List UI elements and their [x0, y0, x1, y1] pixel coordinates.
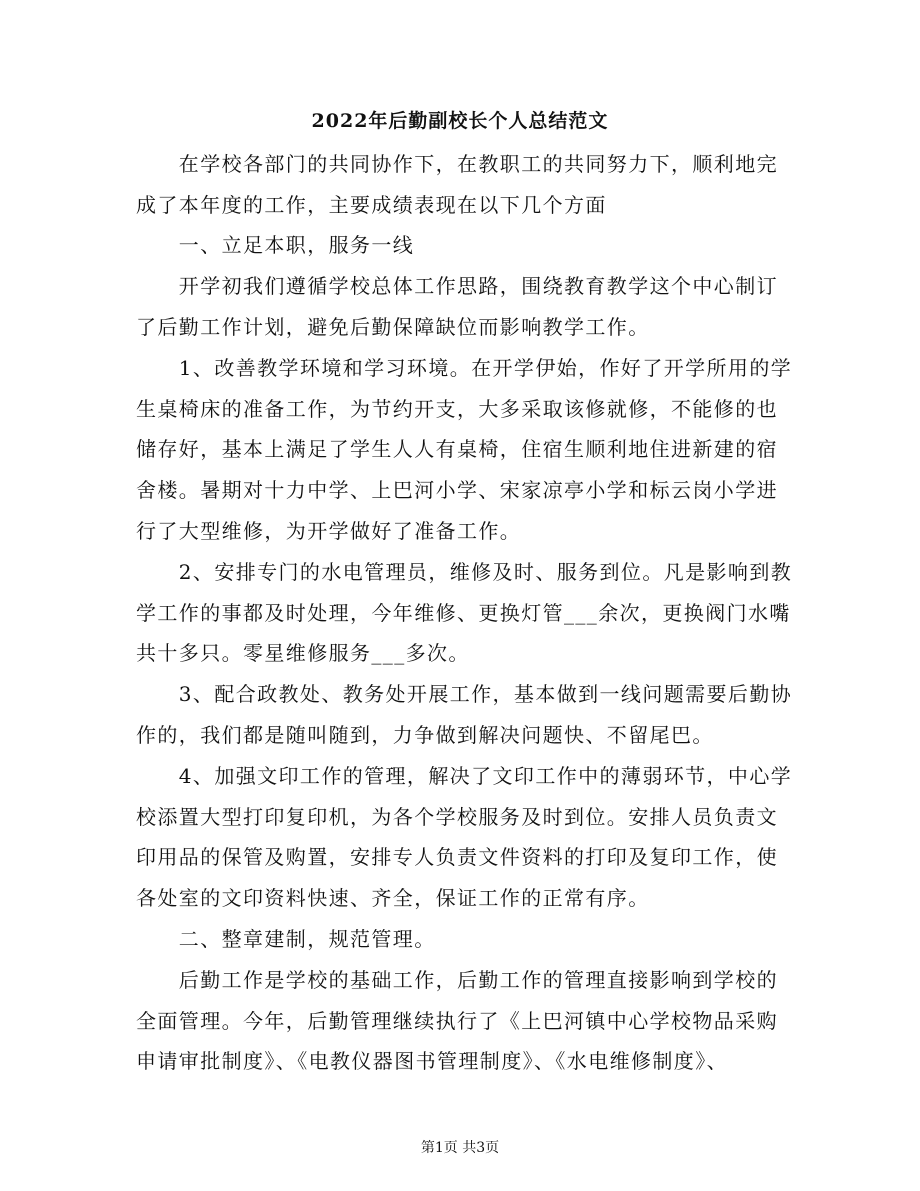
text-line: 作的，我们都是随叫随到，力争做到解决问题快、不留尾巴。 [136, 723, 714, 747]
text-line: 生桌椅床的准备工作，为节约开支，大多采取该修就修，不能修的也 [136, 397, 778, 421]
text-line: 行了大型维修，为开学做好了准备工作。 [136, 519, 522, 543]
document-title: 2022年后勤副校长个人总结范文 [311, 110, 609, 132]
text-line: 申请审批制度》、《电教仪器图书管理制度》、《水电维修制度》、 [136, 1049, 728, 1073]
text-line: 1、改善教学环境和学习环境。在开学伊始，作好了开学所用的学 [136, 356, 793, 380]
text-line: 开学初我们遵循学校总体工作思路，围绕教育教学这个中心制订 [136, 274, 778, 298]
text-line: 3、配合政教处、教务处开展工作，基本做到一线问题需要后勤协 [136, 682, 793, 706]
text-line: 学工作的事都及时处理，今年维修、更换灯管___余次，更换阀门水嘴 [136, 601, 791, 625]
text-line: 了后勤工作计划，避免后勤保障缺位而影响教学工作。 [136, 315, 650, 339]
page-number: 第1页 共3页 [420, 1140, 500, 1156]
text-line: 4、加强文印工作的管理，解决了文印工作中的薄弱环节，中心学 [136, 764, 793, 788]
text-line: 共十多只。零星维修服务___多次。 [136, 641, 470, 665]
section-heading: 一、立足本职，服务一线 [136, 233, 415, 257]
text-line: 成了本年度的工作，主要成绩表现在以下几个方面 [136, 193, 607, 217]
text-line: 各处室的文印资料快速、齐全，保证工作的正常有序。 [136, 886, 650, 910]
text-line: 在学校各部门的共同协作下，在教职工的共同努力下，顺利地完 [136, 152, 778, 176]
text-line: 全面管理。今年，后勤管理继续执行了《上巴河镇中心学校物品采购 [136, 1009, 778, 1033]
text-line: 2、安排专门的水电管理员，维修及时、服务到位。凡是影响到教 [136, 560, 793, 584]
text-line: 印用品的保管及购置，安排专人负责文件资料的打印及复印工作，使 [136, 845, 778, 869]
text-line: 后勤工作是学校的基础工作，后勤工作的管理直接影响到学校的 [136, 968, 778, 992]
text-line: 校添置大型打印复印机，为各个学校服务及时到位。安排人员负责文 [136, 805, 778, 829]
text-line: 舍楼。暑期对十力中学、上巴河小学、宋家凉亭小学和标云岗小学进 [136, 478, 778, 502]
section-heading: 二、整章建制，规范管理。 [136, 927, 436, 951]
text-line: 储存好，基本上满足了学生人人有桌椅，住宿生顺利地住进新建的宿 [136, 437, 778, 461]
